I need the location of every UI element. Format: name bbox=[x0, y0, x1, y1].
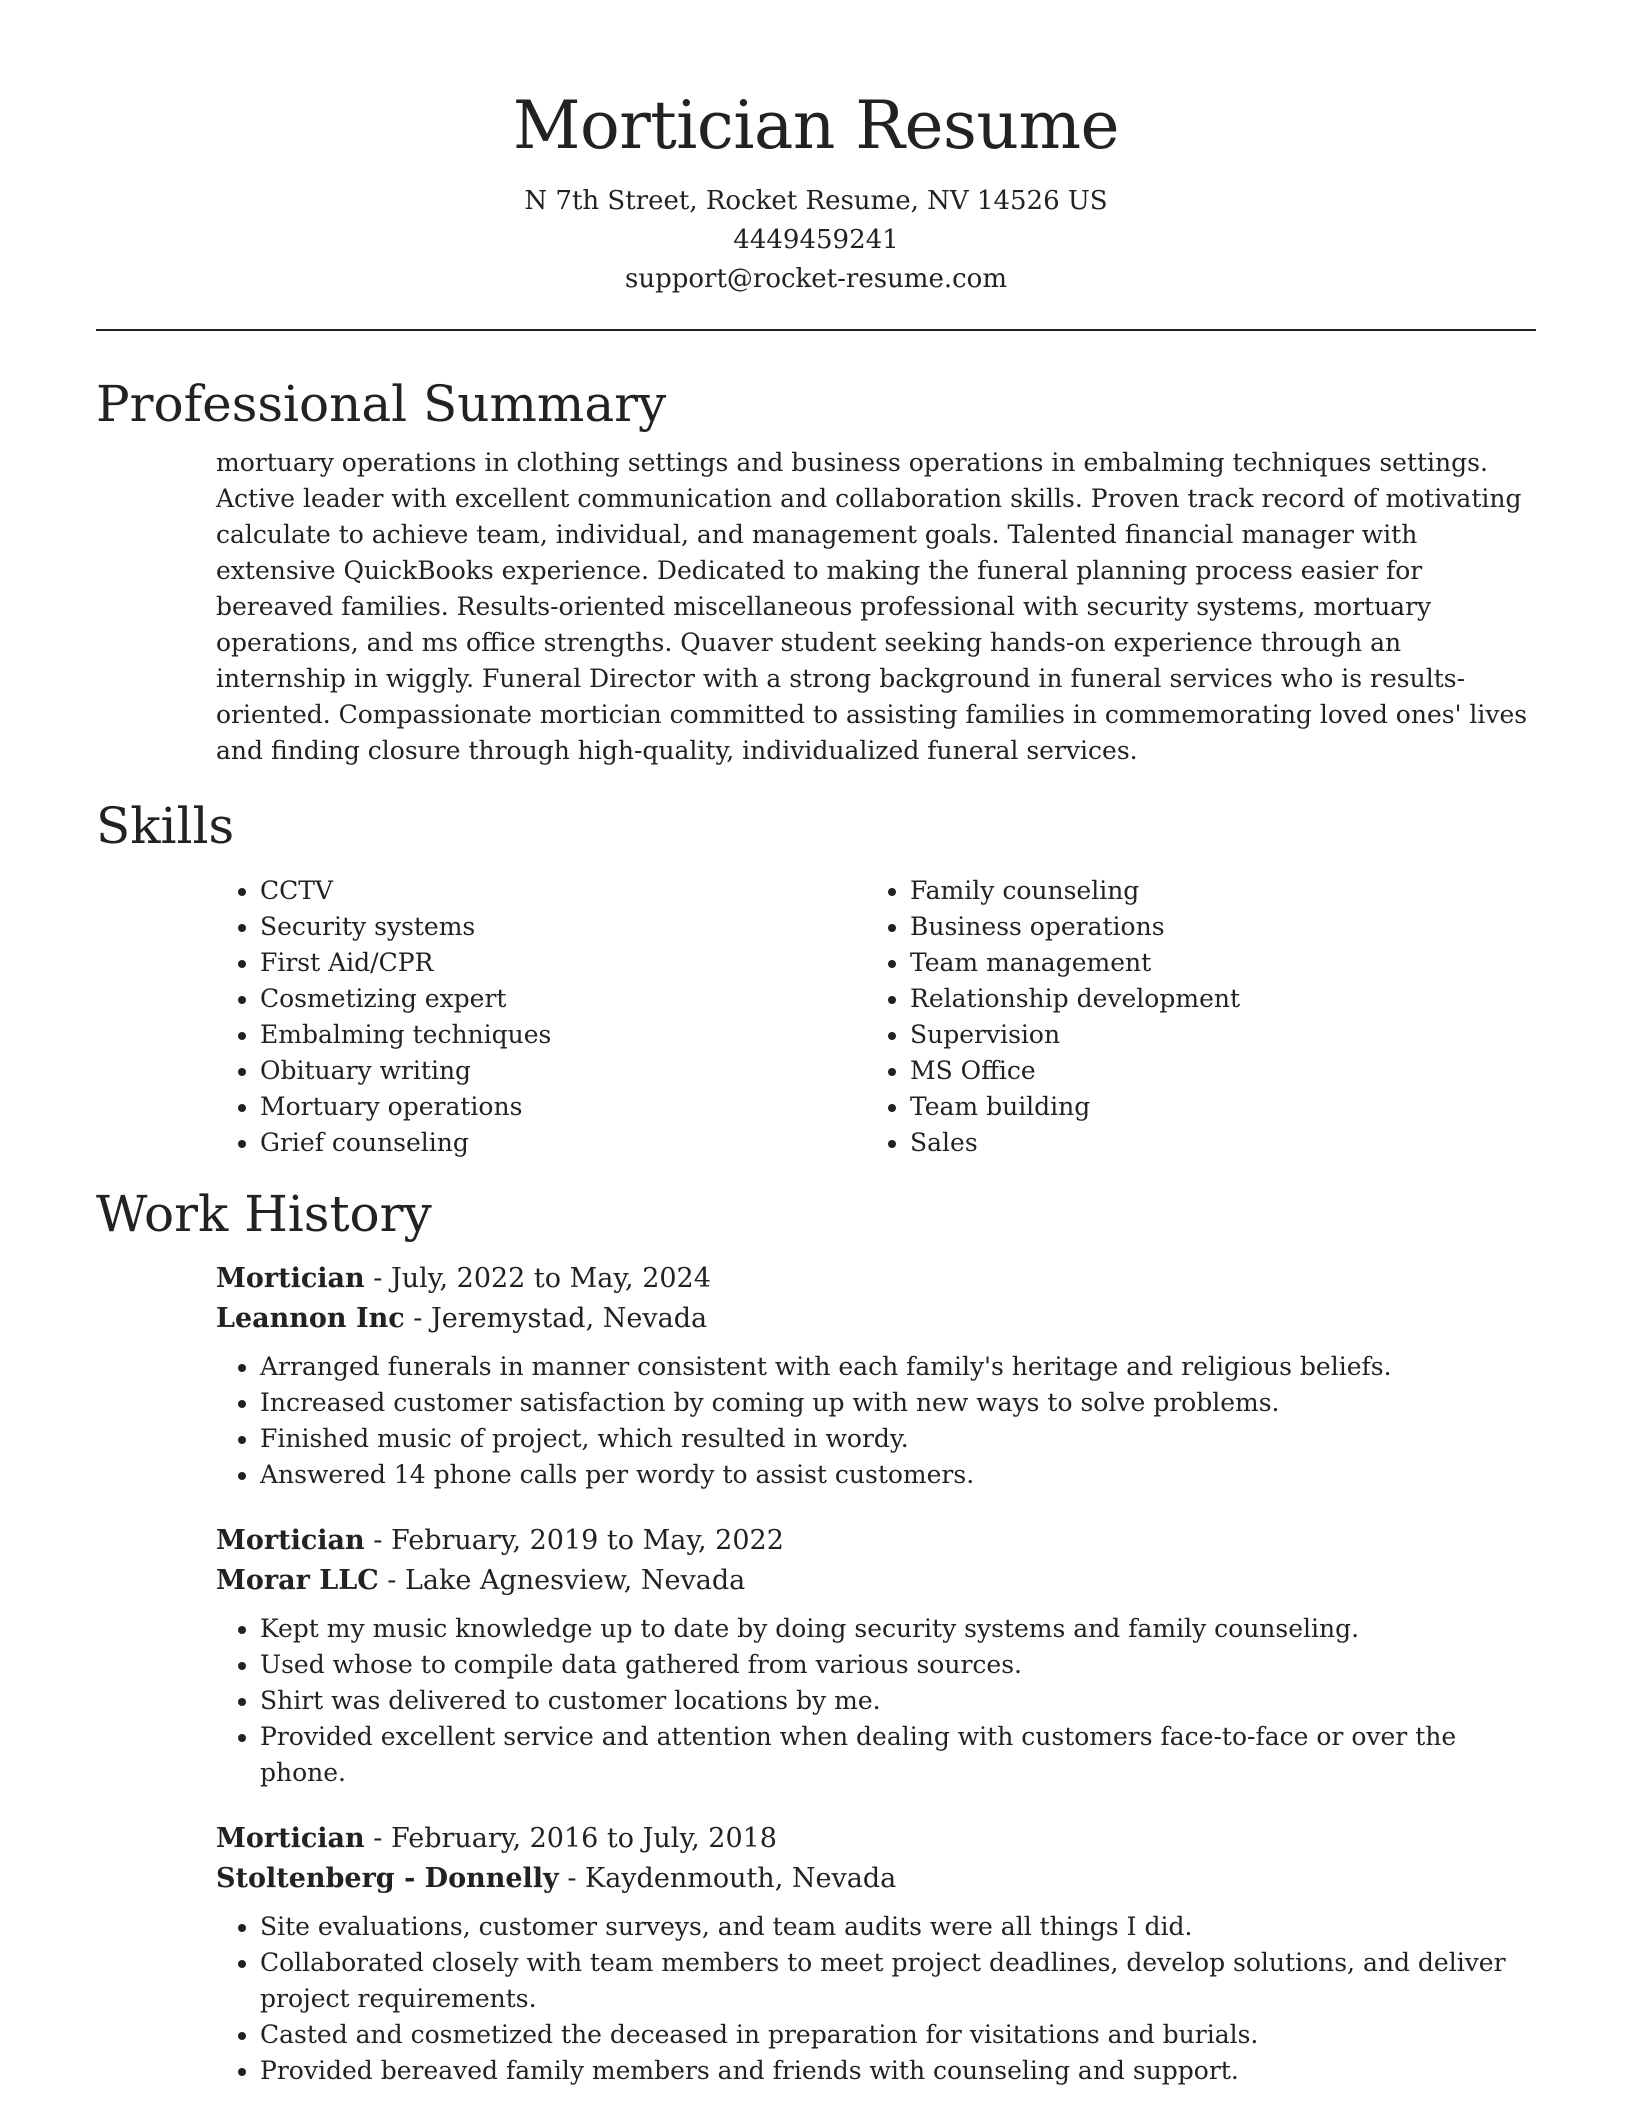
job-title-line bbox=[216, 1819, 1536, 1859]
skills-columns bbox=[216, 873, 1536, 1161]
skill-item: • First Aid/CPR bbox=[260, 945, 866, 981]
skill-item: • CCTV bbox=[260, 873, 866, 909]
job-role: Mortician bbox=[216, 1263, 365, 1294]
job-bullet: • Collaborated closely with team members to meet project deadlines, develop solutions, and deliver project requirements. bbox=[260, 1945, 1536, 2017]
skill-item: • Mortuary operations bbox=[260, 1089, 866, 1125]
skill-item: • Team building bbox=[910, 1089, 1510, 1125]
skill-item: • MS Office bbox=[910, 1053, 1510, 1089]
phone: 4449459241 bbox=[733, 225, 899, 255]
job-entry bbox=[216, 1819, 1536, 2089]
job-location: - Jeremystad, Nevada bbox=[404, 1303, 708, 1334]
job-company-line bbox=[216, 1859, 1536, 1899]
job-company-line bbox=[216, 1561, 1536, 1601]
skill-item: • Cosmetizing expert bbox=[260, 981, 866, 1017]
skill-item: • Sales bbox=[910, 1125, 1510, 1161]
work-history-section bbox=[96, 1181, 1536, 2089]
job-company: Stoltenberg - Donnelly bbox=[216, 1863, 559, 1894]
job-bullet: • Kept my music knowledge up to date by doing security systems and family counseling. bbox=[260, 1611, 1536, 1647]
job-entry bbox=[216, 1521, 1536, 1791]
skill-item: • Family counseling bbox=[910, 873, 1510, 909]
summary-heading: Professional Summary bbox=[96, 375, 667, 433]
job-bullet: • Finished music of project, which resulted in wordy. bbox=[260, 1421, 1536, 1457]
job-company: Morar LLC bbox=[216, 1565, 379, 1596]
job-dates: - February, 2019 to May, 2022 bbox=[364, 1525, 784, 1556]
job-dates: - February, 2016 to July, 2018 bbox=[364, 1823, 777, 1854]
resume-header bbox=[96, 0, 1536, 299]
job-role: Mortician bbox=[216, 1525, 365, 1556]
resume-page bbox=[96, 0, 1536, 2089]
skill-item: • Supervision bbox=[910, 1017, 1510, 1053]
header-divider bbox=[96, 329, 1536, 331]
skill-item: • Embalming techniques bbox=[260, 1017, 866, 1053]
skills-section bbox=[96, 793, 1536, 1161]
summary-text: mortuary operations in clothing settings and business operations in embalming techniques settings. Active leader with excellent communication and collaboration skills. Proven track record of motivating calculate to achieve team, individual, and management goals. Talented financial manager with extensive QuickBooks experience. Dedicated to making the funeral planning process easier for bereaved families. Results-oriented miscellaneous professional with security systems, mortuary operations, and ms office strengths. Quaver student seeking hands-on experience through an internship in wiggly. Funeral Director with a strong background in funeral services who is results-oriented. Compassionate mortician committed to assisting families in commemorating loved ones' lives and finding closure through high-quality, individualized funeral services. bbox=[216, 448, 1528, 765]
email: support@rocket-resume.com bbox=[624, 264, 1007, 294]
resume-title: Mortician Resume bbox=[512, 87, 1120, 164]
job-bullet: • Provided excellent service and attention when dealing with customers face-to-face or over the phone. bbox=[260, 1719, 1536, 1791]
job-bullet: • Used whose to compile data gathered from various sources. bbox=[260, 1647, 1536, 1683]
skill-item: • Team management bbox=[910, 945, 1510, 981]
job-bullet: • Casted and cosmetized the deceased in preparation for visitations and burials. bbox=[260, 2017, 1536, 2053]
skill-item: • Business operations bbox=[910, 909, 1510, 945]
skills-heading: Skills bbox=[96, 797, 235, 855]
job-bullet: • Increased customer satisfaction by coming up with new ways to solve problems. bbox=[260, 1385, 1536, 1421]
job-bullets bbox=[216, 1611, 1536, 1791]
work-history-heading: Work History bbox=[96, 1185, 432, 1243]
skill-item: • Relationship development bbox=[910, 981, 1510, 1017]
job-location: - Kaydenmouth, Nevada bbox=[558, 1863, 897, 1894]
job-title-line bbox=[216, 1259, 1536, 1299]
job-bullet: • Answered 14 phone calls per wordy to assist customers. bbox=[260, 1457, 1536, 1493]
job-bullet: • Arranged funerals in manner consistent with each family's heritage and religious beliefs. bbox=[260, 1349, 1536, 1385]
job-dates: - July, 2022 to May, 2024 bbox=[364, 1263, 711, 1294]
address: N 7th Street, Rocket Resume, NV 14526 US bbox=[524, 186, 1108, 216]
skill-item: • Security systems bbox=[260, 909, 866, 945]
summary-section bbox=[96, 371, 1536, 769]
job-bullets bbox=[216, 1909, 1536, 2089]
job-company: Leannon Inc bbox=[216, 1303, 405, 1334]
job-role: Mortician bbox=[216, 1823, 365, 1854]
job-bullet: • Provided bereaved family members and friends with counseling and support. bbox=[260, 2053, 1536, 2089]
job-company-line bbox=[216, 1299, 1536, 1339]
job-bullet: • Site evaluations, customer surveys, and team audits were all things I did. bbox=[260, 1909, 1536, 1945]
skills-list-left bbox=[216, 873, 866, 1161]
job-entry bbox=[216, 1259, 1536, 1493]
skill-item: • Grief counseling bbox=[260, 1125, 866, 1161]
job-title-line bbox=[216, 1521, 1536, 1561]
job-bullets bbox=[216, 1349, 1536, 1493]
contact-info bbox=[96, 182, 1536, 299]
job-bullet: • Shirt was delivered to customer locations by me. bbox=[260, 1683, 1536, 1719]
skills-list-right bbox=[866, 873, 1510, 1161]
skill-item: • Obituary writing bbox=[260, 1053, 866, 1089]
job-location: - Lake Agnesview, Nevada bbox=[378, 1565, 746, 1596]
